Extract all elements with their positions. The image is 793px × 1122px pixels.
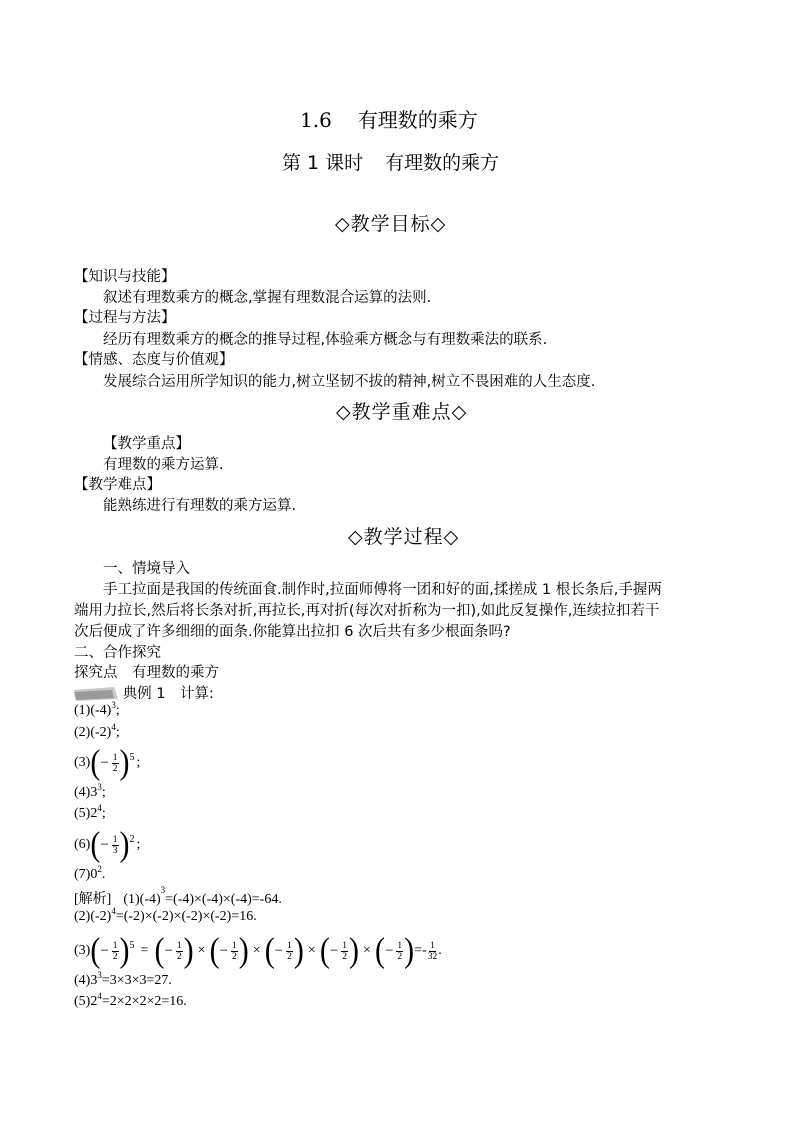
knowledge-text: 叙述有理数乘方的概念,掌握有理数混合运算的法则. <box>103 290 432 306</box>
example-label: 典例 1 计算: <box>122 686 214 702</box>
section-number: 1.6 <box>300 108 332 132</box>
problem-6: (6) ( − $\frac{1}{3}$ ) 2 ; <box>74 825 141 864</box>
problem-1: $(1)(-4)^3$; <box>74 700 120 718</box>
process-method-text: 经历有理数乘方的概念的推导过程,体验乘方概念与有理数乘法的联系. <box>103 332 548 348</box>
problem-4: $(4)3^3$; <box>74 782 106 800</box>
intro-line-3: 次后便成了许多细细的面条.你能算出拉扣 6 次后共有多少根面条吗? <box>74 624 511 640</box>
problem-7: $(7)0^2$. <box>74 864 106 882</box>
difficulty-text: 能熟练进行有理数的乘方运算. <box>103 498 297 514</box>
fraction: $\frac{1}{3}$ <box>112 834 118 856</box>
difficulty-heading: 【教学难点】 <box>74 477 161 493</box>
emotion-heading: 【情感、态度与价值观】 <box>74 352 234 368</box>
subtitle-text: 有理数的乘方 <box>385 152 500 174</box>
focus-heading: 【教学重点】 <box>103 436 190 452</box>
problem-5: $(5)2^4$; <box>74 803 106 821</box>
page-subtitle <box>282 148 499 175</box>
analysis-label: [解析] <box>74 892 112 907</box>
emotion-text: 发展综合运用所学知识的能力,树立坚韧不拔的精神,树立不畏困难的人生态度. <box>103 374 596 390</box>
example-line <box>74 682 214 703</box>
focus-text: 有理数的乘方运算. <box>103 457 224 473</box>
intro-line-1: 手工拉面是我国的传统面食.制作时,拉面师傅将一团和好的面,揉搓成 1 根长条后,手握两 <box>103 582 662 598</box>
section-heading-goals: ◇教学目标◇ <box>335 213 447 235</box>
section-heading-process: ◇教学过程◇ <box>348 526 460 548</box>
problem-3: (3) ( − $\frac{1}{2}$ ) 5 ; <box>74 743 141 782</box>
fraction: $\frac{1}{2}$ <box>112 752 118 774</box>
process-method-heading: 【过程与方法】 <box>74 310 176 326</box>
cooperation-heading: 二、合作探究 <box>74 645 161 661</box>
intro-heading: 一、情境导入 <box>103 561 190 577</box>
intro-line-2: 端用力拉长,然后将长条对折,再拉长,再对折(每次对折称为一扣),如此反复操作,连续拉扣若干 <box>74 603 660 619</box>
problem-2: $(2)(-2)^4$; <box>74 722 120 740</box>
page-title <box>300 104 478 133</box>
analysis-1: [解析] $(1)(-4)^3=(-4)\times(-4)\times(-4)=-64$. <box>74 885 282 907</box>
example-banner-icon <box>74 687 118 701</box>
analysis-5: $(5)2^4=2\times 2\times 2\times 2=16$. <box>74 991 187 1009</box>
analysis-3: (3) ( − $\frac{1}{2}$ ) 5 = ( − $\frac{1}{2}$ ) × ( − $\frac{1}{2}$ ) × ( − $\frac{1}{2}$ ) × ( − $\frac{1}{2}$ ) × ( − $\frac{1}{2}$ ) =- $\frac{1}{32}$ . <box>74 931 442 970</box>
knowledge-heading: 【知识与技能】 <box>74 269 176 285</box>
analysis-4: $(4)3^3=3\times 3\times 3=27$. <box>74 970 172 988</box>
lesson-number: 第 1 课时 <box>282 152 364 174</box>
title-text: 有理数的乘方 <box>357 108 478 132</box>
explore-point: 探究点 有理数的乘方 <box>74 665 219 681</box>
analysis-2: $(2)(-2)^4=(-2)\times(-2)\times(-2)\times(-2)=16$. <box>74 906 257 924</box>
section-heading-key-points: ◇教学重难点◇ <box>336 401 468 423</box>
